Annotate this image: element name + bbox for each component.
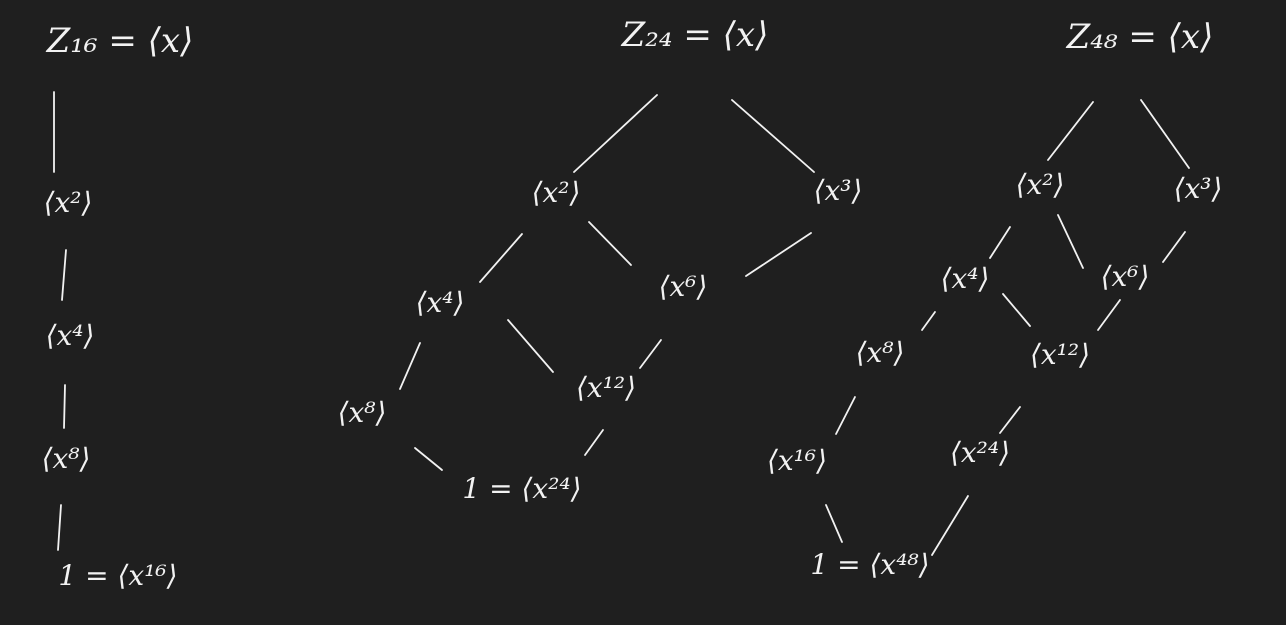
- edge-z24-x3-to-x6: [746, 233, 811, 276]
- node-z48-x3: ⟨x³⟩: [1173, 172, 1223, 205]
- edge-z24-x8-to-x24: [415, 448, 442, 470]
- edge-z16-x2-to-x4: [62, 250, 66, 300]
- edge-z24-top-to-x3: [732, 100, 814, 172]
- node-z24-x12: ⟨x¹²⟩: [575, 371, 637, 404]
- node-z16-x16: 1 = ⟨x¹⁶⟩: [58, 559, 178, 592]
- edge-z48-x3-to-x6: [1163, 232, 1185, 262]
- diagram-z24: [338, 15, 863, 505]
- diagram-title-z16: Z₁₆ = ⟨x⟩: [46, 21, 194, 61]
- edge-z24-x4-to-x8: [400, 343, 420, 389]
- edge-z48-top-to-x2: [1048, 102, 1093, 160]
- edge-z48-top-to-x3: [1141, 100, 1189, 168]
- diagram-title-z48: Z₄₈ = ⟨x⟩: [1066, 17, 1214, 57]
- edge-z48-x12-to-x24: [1000, 407, 1020, 433]
- node-z16-x8: ⟨x⁸⟩: [41, 442, 91, 475]
- node-z24-x2: ⟨x²⟩: [531, 176, 581, 209]
- edge-z48-x24-to-x48: [932, 496, 968, 555]
- node-z48-x16: ⟨x¹⁶⟩: [766, 444, 828, 477]
- edge-z24-x2-to-x6: [589, 222, 631, 265]
- node-z24-x8: ⟨x⁸⟩: [337, 396, 387, 429]
- edge-z48-x4-to-x12: [1003, 294, 1030, 326]
- diagram-z48: [767, 17, 1222, 581]
- edge-z24-top-to-x2: [574, 95, 657, 172]
- edge-z24-x6-to-x12: [640, 340, 661, 368]
- edge-z48-x2-to-x4: [990, 227, 1010, 258]
- node-z48-x2: ⟨x²⟩: [1015, 168, 1065, 201]
- edge-z48-x2-to-x6: [1058, 215, 1083, 268]
- edge-z16-x8-to-x16: [58, 505, 61, 550]
- diagram-title-z24: Z₂₄ = ⟨x⟩: [621, 15, 769, 55]
- node-z48-x8: ⟨x⁸⟩: [855, 336, 905, 369]
- node-z48-x12: ⟨x¹²⟩: [1029, 338, 1091, 371]
- edge-z48-x8-to-x16: [836, 397, 855, 434]
- node-z48-x6: ⟨x⁶⟩: [1100, 260, 1150, 293]
- node-z48-x4: ⟨x⁴⟩: [940, 262, 990, 295]
- edge-z24-x4-to-x12: [508, 320, 553, 372]
- node-z48-x48: 1 = ⟨x⁴⁸⟩: [810, 548, 930, 581]
- edge-z48-x4-to-x8: [922, 312, 935, 330]
- node-z24-x6: ⟨x⁶⟩: [658, 270, 708, 303]
- edge-z48-x6-to-x12: [1098, 300, 1120, 330]
- node-z24-x3: ⟨x³⟩: [813, 174, 863, 207]
- node-z16-x4: ⟨x⁴⟩: [45, 319, 95, 352]
- edge-z16-x4-to-x8: [64, 385, 65, 428]
- edge-z24-x12-to-x24: [585, 430, 603, 455]
- node-z24-x24: 1 = ⟨x²⁴⟩: [462, 472, 582, 505]
- edge-z24-x2-to-x4: [480, 234, 522, 282]
- node-z16-x2: ⟨x²⟩: [43, 186, 93, 219]
- node-z48-x24: ⟨x²⁴⟩: [949, 436, 1011, 469]
- node-z24-x4: ⟨x⁴⟩: [415, 286, 465, 319]
- edge-z48-x16-to-x48: [826, 505, 842, 542]
- diagram-z16: [42, 21, 194, 592]
